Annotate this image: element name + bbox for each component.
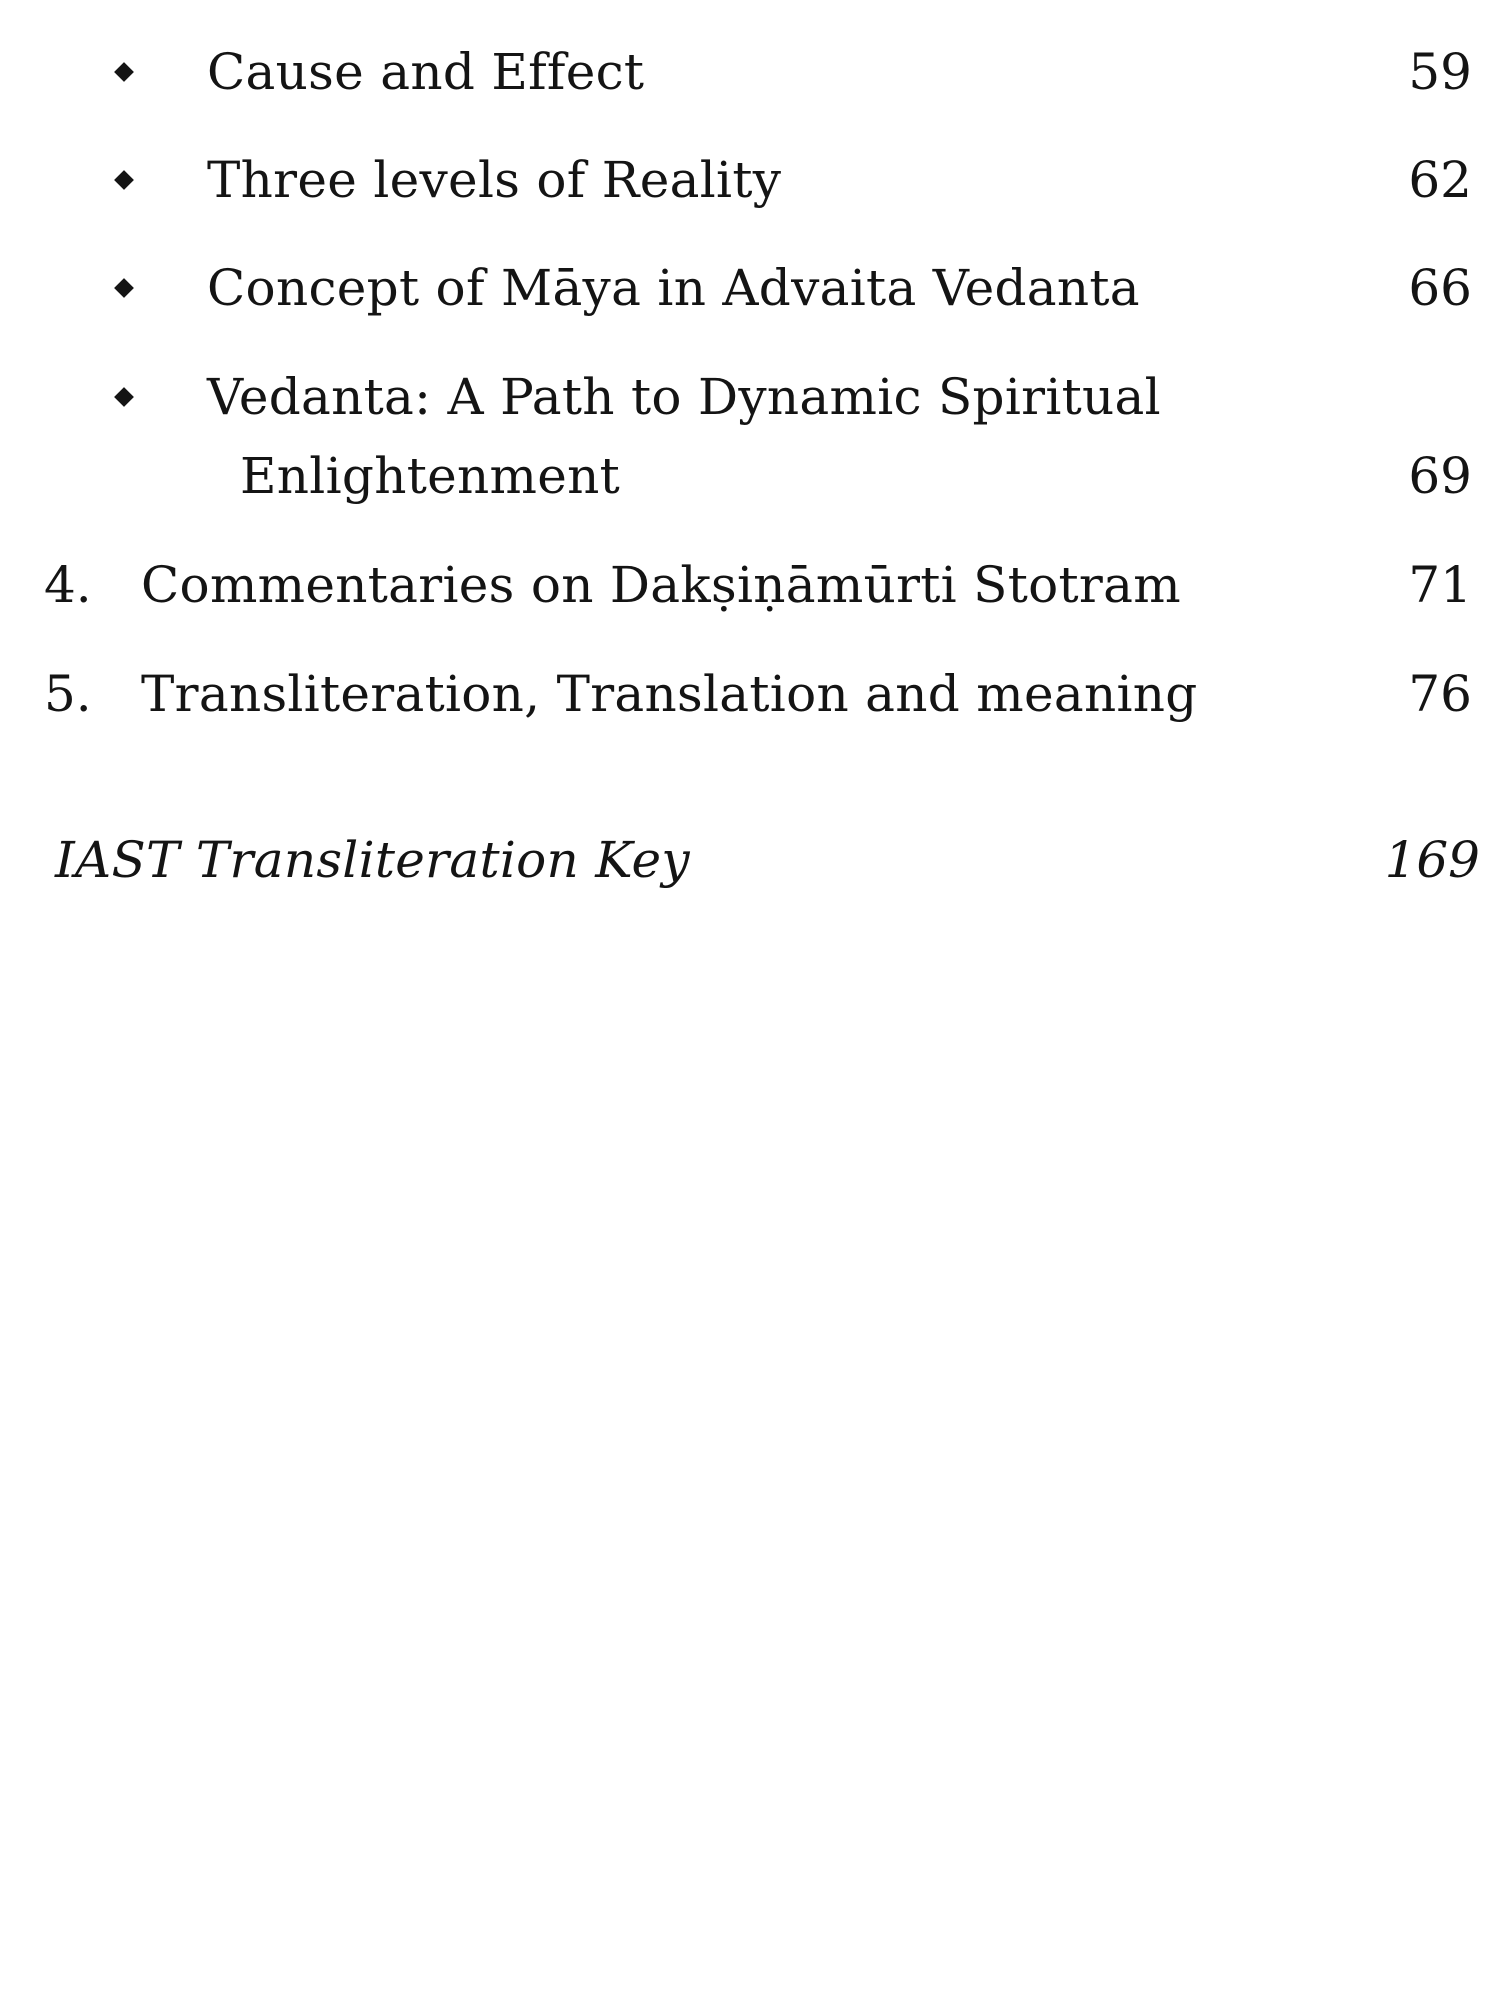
toc-entry-title: Cause and Effect — [207, 43, 645, 101]
chapter-number: 4. — [44, 556, 92, 614]
toc-entry-title-line1: Vedanta: A Path to Dynamic Spiritual — [207, 368, 1161, 426]
toc-page-number: 71 — [1408, 556, 1472, 614]
toc-page-number: 66 — [1408, 259, 1472, 317]
toc-entry-title: Concept of Māya in Advaita Vedanta — [207, 259, 1140, 317]
toc-entry-title-line2: Enlightenment — [240, 447, 620, 505]
toc-page-number: 69 — [1408, 447, 1472, 505]
chapter-number: 5. — [44, 665, 92, 723]
toc-entry-title: Three levels of Reality — [207, 151, 782, 209]
toc-page-number: 62 — [1408, 151, 1472, 209]
toc-page-number: 76 — [1408, 665, 1472, 723]
appendix-title: IAST Transliteration Key — [55, 831, 690, 889]
diamond-bullet-icon — [114, 170, 134, 190]
toc-page-number: 59 — [1408, 43, 1472, 101]
diamond-bullet-icon — [114, 278, 134, 298]
toc-page-number: 169 — [1384, 831, 1480, 889]
chapter-title: Commentaries on Dakṣiṇāmūrti Stotram — [141, 556, 1181, 614]
diamond-bullet-icon — [114, 387, 134, 407]
chapter-title: Transliteration, Translation and meaning — [141, 665, 1198, 723]
diamond-bullet-icon — [114, 62, 134, 82]
